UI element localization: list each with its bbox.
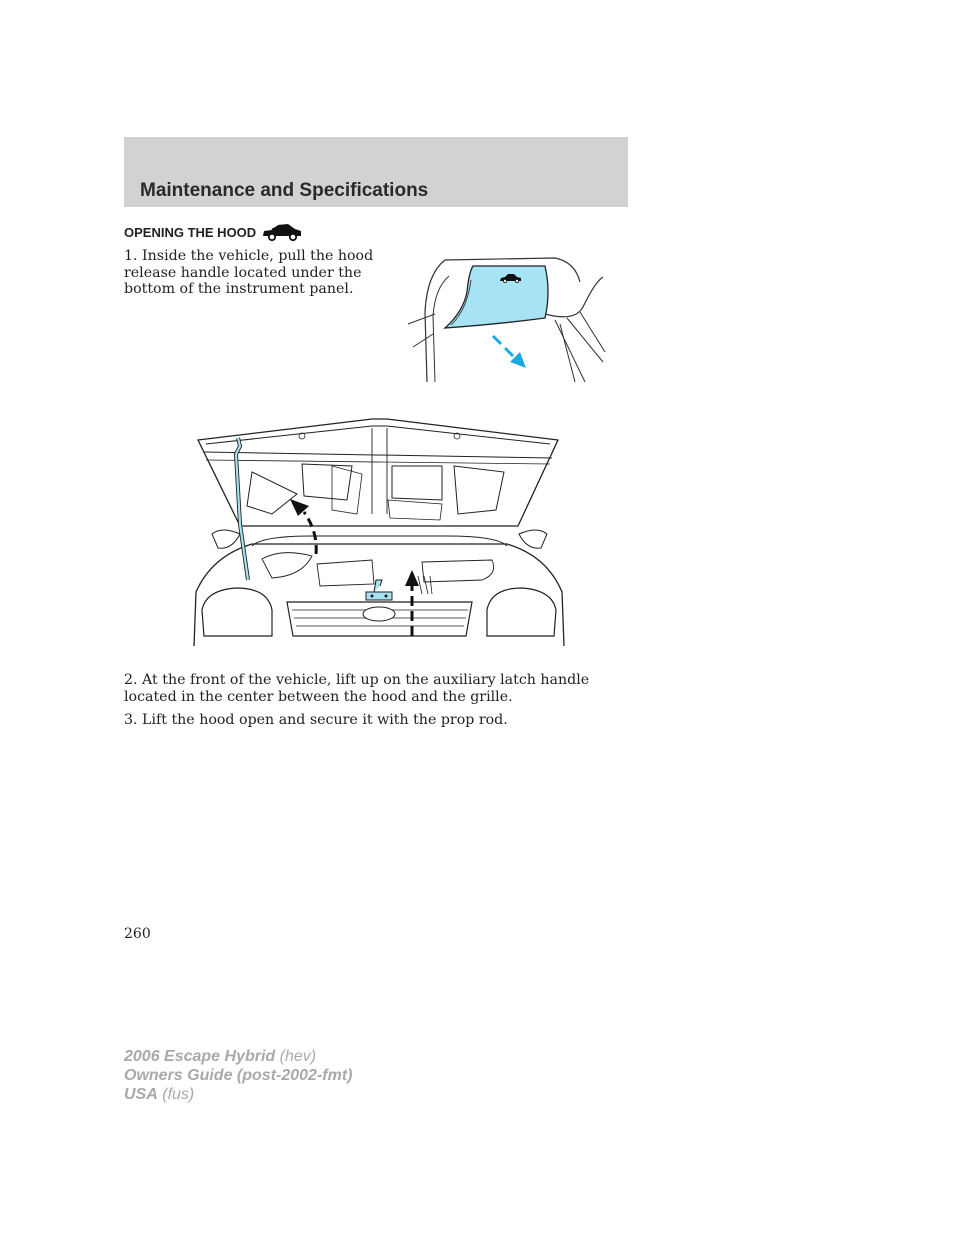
section-header-bar <box>124 137 628 207</box>
engine-bay-illustration <box>192 414 567 646</box>
footer-market: USA <box>124 1086 158 1103</box>
hood-release-illustration <box>405 252 615 384</box>
footer-model-code: (hev) <box>279 1048 317 1065</box>
car-hood-icon <box>260 221 304 243</box>
footer-market-code: (fus) <box>162 1086 195 1103</box>
subheading <box>124 221 304 243</box>
footer-model: 2006 Escape Hybrid <box>124 1048 276 1065</box>
document-footer <box>124 1047 352 1104</box>
subheading-text: OPENING THE HOOD <box>124 224 257 240</box>
footer-guide: Owners Guide (post-2002-fmt) <box>124 1067 353 1084</box>
step-2-text: 2. At the front of the vehicle, lift up on the auxiliary latch handle located in the center between the hood and the grille. <box>124 672 590 705</box>
footer-line-2 <box>124 1066 352 1085</box>
section-title: Maintenance and Specifications <box>140 180 429 201</box>
page-number: 260 <box>124 926 151 942</box>
footer-line-1 <box>124 1047 352 1066</box>
step-1-text: 1. Inside the vehicle, pull the hood release handle located under the bottom of the instrument panel. <box>124 248 374 297</box>
step-3-text: 3. Lift the hood open and secure it with the prop rod. <box>124 712 508 728</box>
footer-line-3 <box>124 1085 352 1104</box>
